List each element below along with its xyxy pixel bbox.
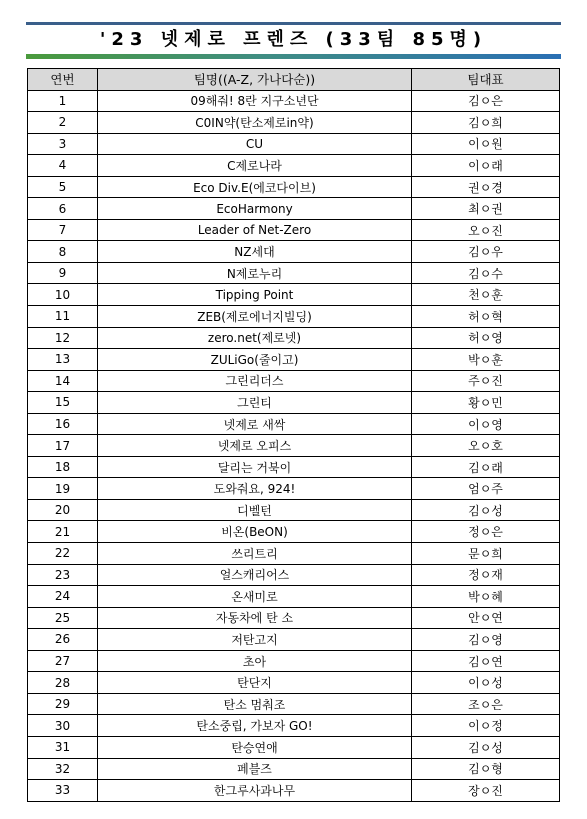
team-leader: 최ㅇ권 xyxy=(412,198,560,220)
team-leader: 안ㅇ연 xyxy=(412,607,560,629)
team-name: 탄승연애 xyxy=(98,736,412,758)
row-number: 2 xyxy=(28,112,98,134)
team-leader: 김ㅇ형 xyxy=(412,758,560,780)
table-row xyxy=(28,262,560,284)
team-name: 얼스캐리어스 xyxy=(98,564,412,586)
team-leader: 김ㅇ수 xyxy=(412,262,560,284)
row-number: 19 xyxy=(28,478,98,500)
team-name: 그린리더스 xyxy=(98,370,412,392)
table-row xyxy=(28,435,560,457)
team-name: zero.net(제로넷) xyxy=(98,327,412,349)
row-number: 30 xyxy=(28,715,98,737)
team-name: 그린티 xyxy=(98,392,412,414)
table-row xyxy=(28,370,560,392)
row-number: 28 xyxy=(28,672,98,694)
team-leader: 박ㅇ혜 xyxy=(412,586,560,608)
team-name: 비온(BeON) xyxy=(98,521,412,543)
team-leader: 정ㅇ재 xyxy=(412,564,560,586)
row-number: 9 xyxy=(28,262,98,284)
table-row xyxy=(28,478,560,500)
row-number: 7 xyxy=(28,219,98,241)
row-number: 21 xyxy=(28,521,98,543)
team-name: EcoHarmony xyxy=(98,198,412,220)
table-row xyxy=(28,780,560,802)
table-row xyxy=(28,327,560,349)
team-leader: 김ㅇ영 xyxy=(412,629,560,651)
row-number: 24 xyxy=(28,586,98,608)
table-row xyxy=(28,413,560,435)
row-number: 6 xyxy=(28,198,98,220)
team-name: 쓰리트리 xyxy=(98,543,412,565)
table-row xyxy=(28,306,560,328)
team-leader: 이ㅇ원 xyxy=(412,133,560,155)
row-number: 17 xyxy=(28,435,98,457)
table-row xyxy=(28,392,560,414)
row-number: 5 xyxy=(28,176,98,198)
table-row xyxy=(28,219,560,241)
team-leader: 이ㅇ성 xyxy=(412,672,560,694)
row-number: 20 xyxy=(28,499,98,521)
team-name: 초아 xyxy=(98,650,412,672)
team-leader: 오ㅇ호 xyxy=(412,435,560,457)
row-number: 15 xyxy=(28,392,98,414)
team-name: 저탄고지 xyxy=(98,629,412,651)
team-leader: 허ㅇ혁 xyxy=(412,306,560,328)
team-leader: 박ㅇ훈 xyxy=(412,349,560,371)
team-leader: 김ㅇ래 xyxy=(412,456,560,478)
team-name: N제로누리 xyxy=(98,262,412,284)
row-number: 8 xyxy=(28,241,98,263)
table-row xyxy=(28,112,560,134)
table-row xyxy=(28,499,560,521)
table-row xyxy=(28,284,560,306)
table-row xyxy=(28,349,560,371)
table-body xyxy=(28,90,560,801)
team-name: CU xyxy=(98,133,412,155)
row-number: 25 xyxy=(28,607,98,629)
team-name: 09해줘! 8란 지구소년단 xyxy=(98,90,412,112)
table-row xyxy=(28,715,560,737)
table-row xyxy=(28,736,560,758)
row-number: 32 xyxy=(28,758,98,780)
row-number: 14 xyxy=(28,370,98,392)
row-number: 13 xyxy=(28,349,98,371)
team-name: Leader of Net-Zero xyxy=(98,219,412,241)
team-name: NZ세대 xyxy=(98,241,412,263)
team-name: 디벨턴 xyxy=(98,499,412,521)
team-name: 넷제로 오피스 xyxy=(98,435,412,457)
table-row xyxy=(28,672,560,694)
team-name: ZULiGo(줄이고) xyxy=(98,349,412,371)
table-row xyxy=(28,133,560,155)
team-leader: 장ㅇ진 xyxy=(412,780,560,802)
team-leader: 허ㅇ영 xyxy=(412,327,560,349)
team-name: 페블즈 xyxy=(98,758,412,780)
table-row xyxy=(28,586,560,608)
header-number: 연번 xyxy=(28,69,98,91)
team-leader: 김ㅇ성 xyxy=(412,736,560,758)
row-number: 4 xyxy=(28,155,98,177)
team-name: 넷제로 새싹 xyxy=(98,413,412,435)
team-leader: 조ㅇ은 xyxy=(412,693,560,715)
team-name: 달리는 거북이 xyxy=(98,456,412,478)
table-row xyxy=(28,693,560,715)
row-number: 29 xyxy=(28,693,98,715)
team-leader: 이ㅇ영 xyxy=(412,413,560,435)
table-row xyxy=(28,650,560,672)
team-leader: 권ㅇ경 xyxy=(412,176,560,198)
table-row xyxy=(28,607,560,629)
row-number: 12 xyxy=(28,327,98,349)
table-row xyxy=(28,90,560,112)
table-row xyxy=(28,521,560,543)
row-number: 1 xyxy=(28,90,98,112)
team-leader: 김ㅇ우 xyxy=(412,241,560,263)
table-header-row xyxy=(28,69,560,91)
table-row xyxy=(28,198,560,220)
row-number: 11 xyxy=(28,306,98,328)
team-name: 탄단지 xyxy=(98,672,412,694)
row-number: 16 xyxy=(28,413,98,435)
team-leader: 문ㅇ희 xyxy=(412,543,560,565)
table-row xyxy=(28,241,560,263)
team-name: 자동차에 탄 소 xyxy=(98,607,412,629)
team-name: 탄소중립, 가보자 GO! xyxy=(98,715,412,737)
table-row xyxy=(28,564,560,586)
team-name: 탄소 멈춰조 xyxy=(98,693,412,715)
table-row xyxy=(28,155,560,177)
header-team-leader: 팀대표 xyxy=(412,69,560,91)
team-name: Tipping Point xyxy=(98,284,412,306)
page-title: '23 넷제로 프렌즈 (33팀 85명) xyxy=(99,29,488,50)
row-number: 33 xyxy=(28,780,98,802)
team-leader: 정ㅇ은 xyxy=(412,521,560,543)
table-row xyxy=(28,758,560,780)
team-leader: 이ㅇ래 xyxy=(412,155,560,177)
title-bottom-rule xyxy=(26,54,561,59)
team-leader: 황ㅇ민 xyxy=(412,392,560,414)
row-number: 18 xyxy=(28,456,98,478)
team-name: 도와줘요, 924! xyxy=(98,478,412,500)
table-row xyxy=(28,629,560,651)
row-number: 31 xyxy=(28,736,98,758)
header-team-name: 팀명((A-Z, 가나다순)) xyxy=(98,69,412,91)
team-leader: 김ㅇ성 xyxy=(412,499,560,521)
team-leader: 김ㅇ희 xyxy=(412,112,560,134)
team-name: C0IN약(탄소제로in약) xyxy=(98,112,412,134)
team-leader: 천ㅇ훈 xyxy=(412,284,560,306)
team-name: Eco Div.E(에코다이브) xyxy=(98,176,412,198)
team-roster-table xyxy=(27,68,560,802)
team-leader: 오ㅇ진 xyxy=(412,219,560,241)
table-row xyxy=(28,176,560,198)
table-row xyxy=(28,543,560,565)
row-number: 22 xyxy=(28,543,98,565)
team-leader: 이ㅇ정 xyxy=(412,715,560,737)
row-number: 26 xyxy=(28,629,98,651)
team-leader: 김ㅇ연 xyxy=(412,650,560,672)
team-name: C제로나라 xyxy=(98,155,412,177)
row-number: 27 xyxy=(28,650,98,672)
team-leader: 엄ㅇ주 xyxy=(412,478,560,500)
row-number: 23 xyxy=(28,564,98,586)
team-name: ZEB(제로에너지빌딩) xyxy=(98,306,412,328)
team-leader: 김ㅇ은 xyxy=(412,90,560,112)
row-number: 3 xyxy=(28,133,98,155)
team-name: 한그루사과나무 xyxy=(98,780,412,802)
team-leader: 주ㅇ진 xyxy=(412,370,560,392)
team-name: 온새미로 xyxy=(98,586,412,608)
table-row xyxy=(28,456,560,478)
title-block xyxy=(26,22,561,59)
row-number: 10 xyxy=(28,284,98,306)
